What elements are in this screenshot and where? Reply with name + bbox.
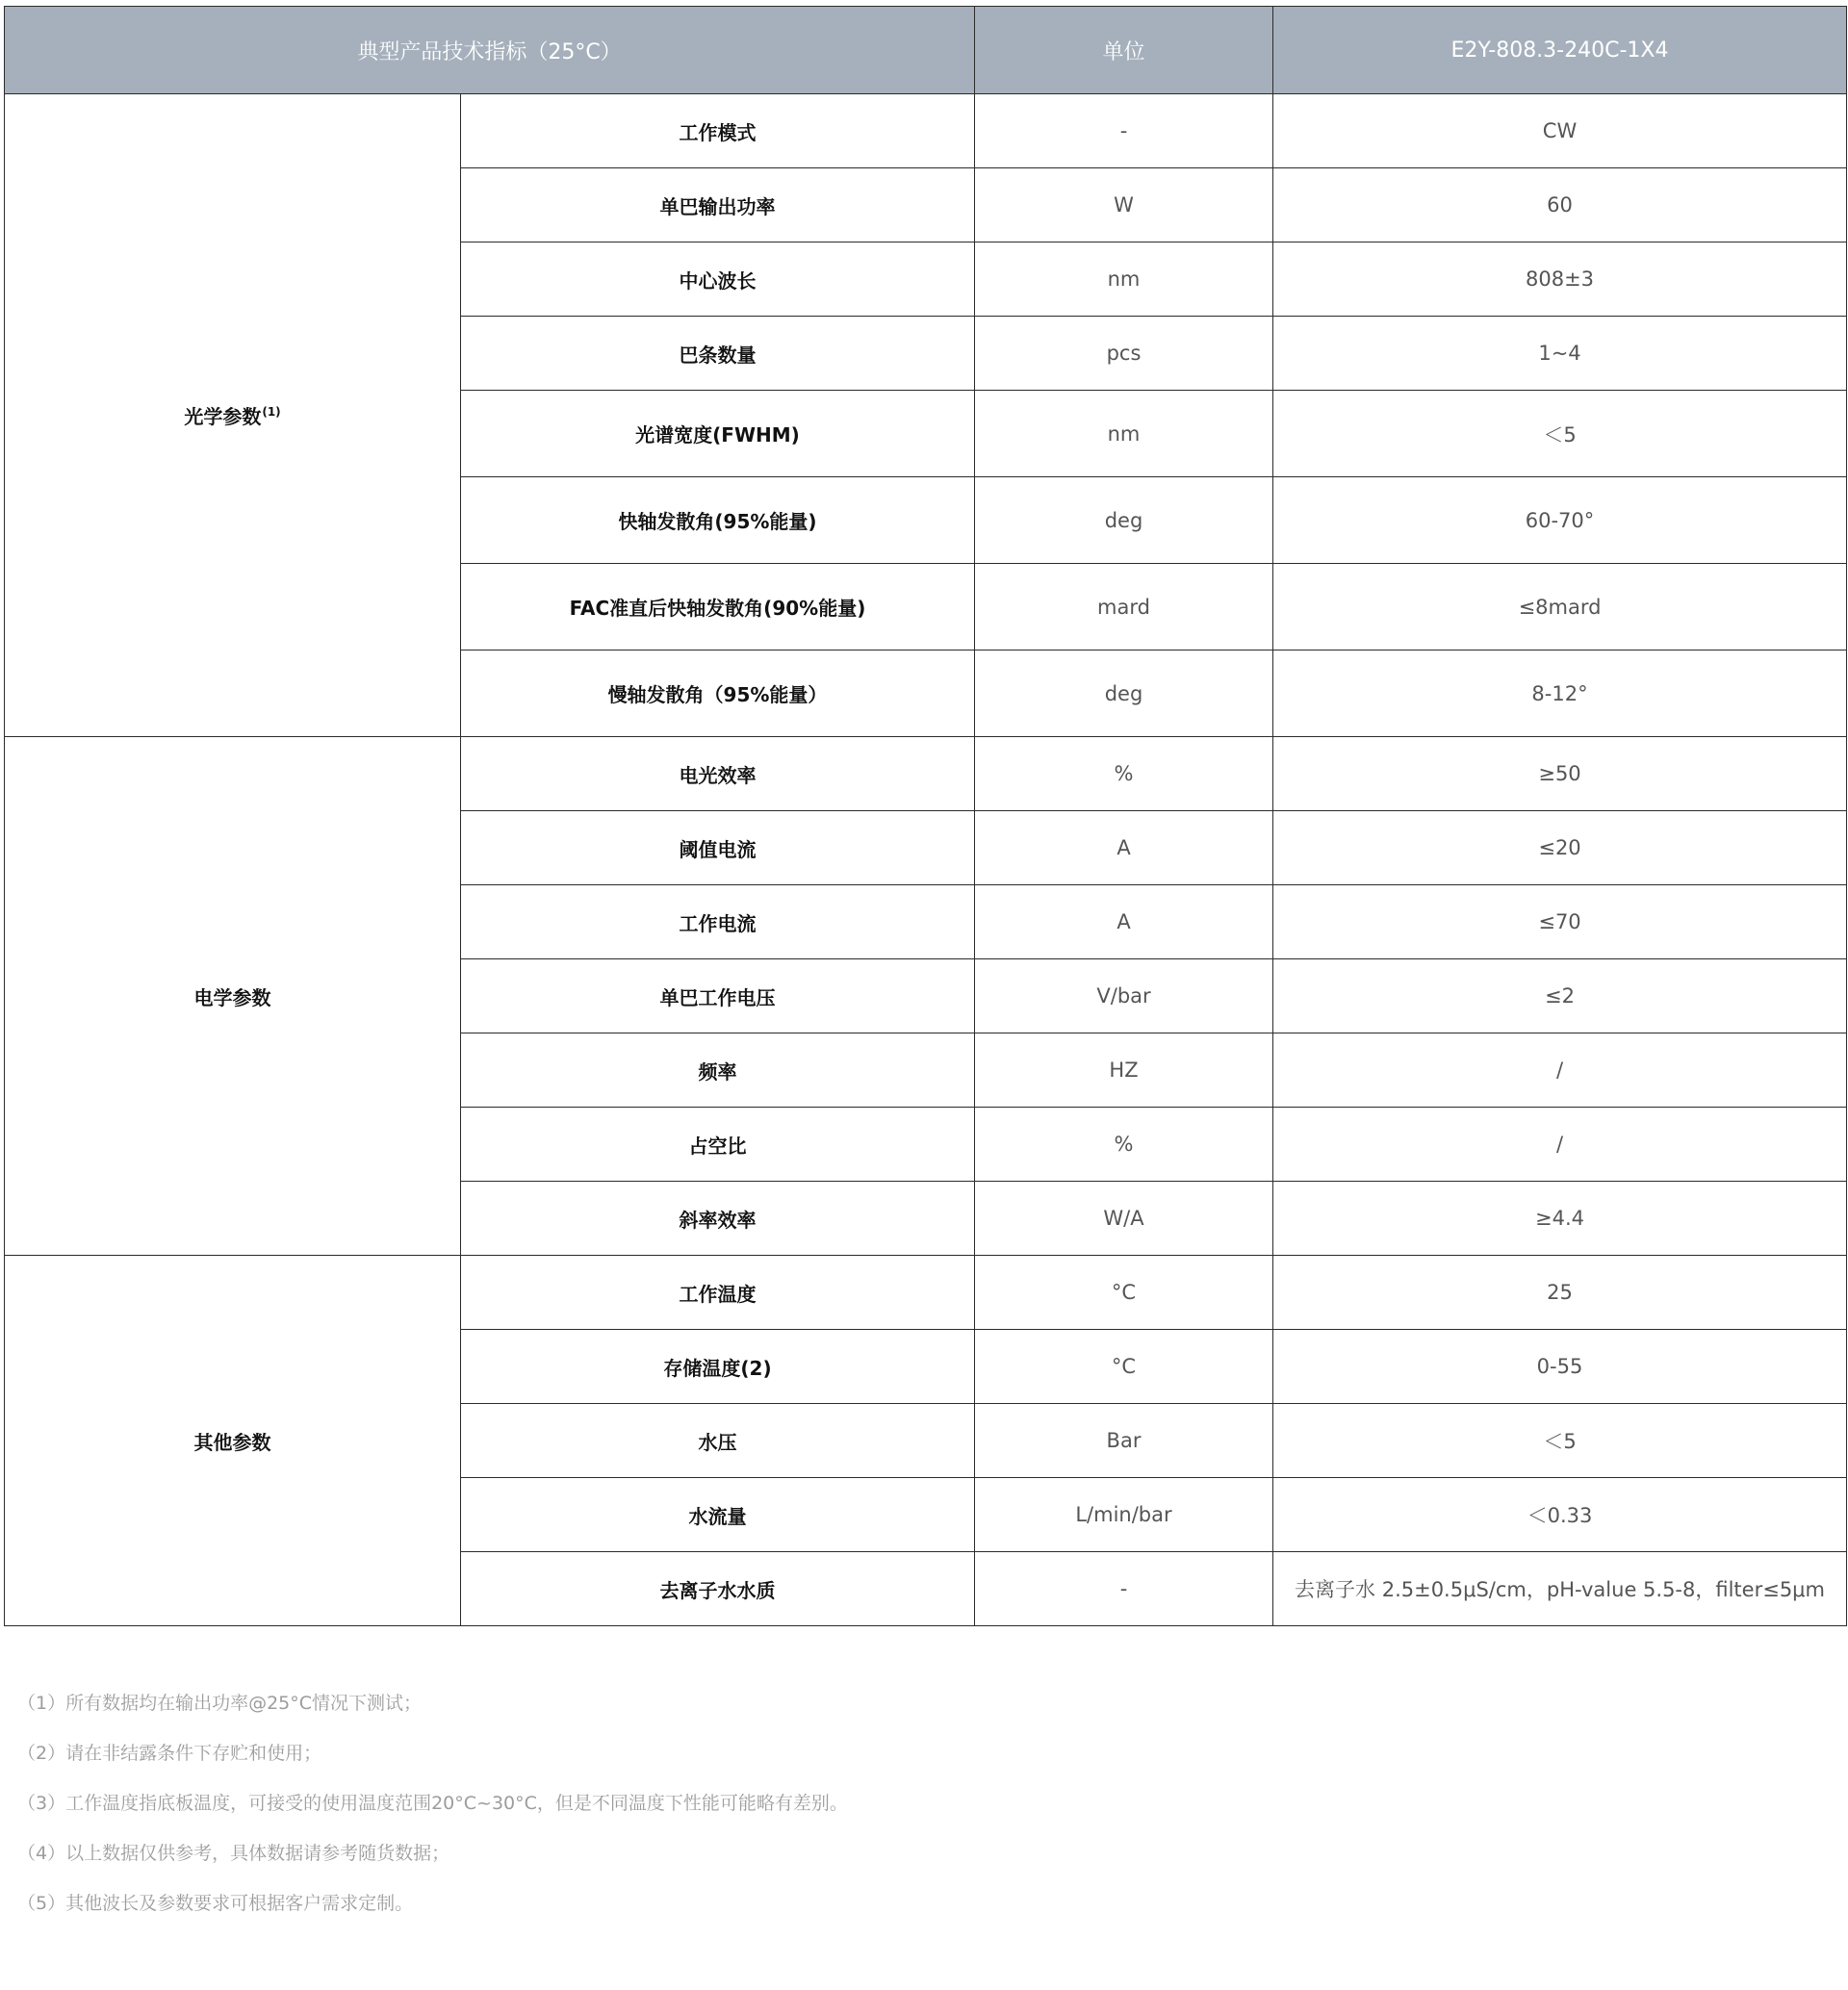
param-value: 0-55 [1273,1330,1847,1404]
footnotes [17,1678,1827,1928]
param-value: ≥4.4 [1273,1182,1847,1256]
param-unit: nm [975,391,1273,477]
param-name: 快轴发散角(95%能量) [461,477,975,564]
param-name: 阈值电流 [461,811,975,885]
param-name: 巴条数量 [461,317,975,391]
param-unit: A [975,885,1273,959]
footnote: （5）其他波长及参数要求可根据客户需求定制。 [17,1893,414,1914]
param-value: ≤20 [1273,811,1847,885]
param-unit: Bar [975,1404,1273,1478]
param-name: 中心波长 [461,242,975,317]
group-footnote-ref: (1) [262,405,281,420]
param-unit: % [975,1108,1273,1182]
group-label: 电学参数 [193,985,271,1009]
table-header [5,7,1847,94]
param-value: CW [1273,94,1847,168]
footnote: （4）以上数据仅供参考，具体数据请参考随货数据； [17,1843,450,1864]
param-unit: mard [975,564,1273,651]
group-label: 其他参数 [193,1430,271,1454]
param-value: ＜0.33 [1273,1478,1847,1552]
param-unit: pcs [975,317,1273,391]
param-value: ≤70 [1273,885,1847,959]
group-label: 光学参数 [184,405,262,428]
param-unit: W [975,168,1273,242]
footnote: （1）所有数据均在输出功率@25°C情况下测试； [17,1693,423,1714]
param-name: 存储温度(2) [461,1330,975,1404]
param-value: 60 [1273,168,1847,242]
param-unit: deg [975,477,1273,564]
param-value: / [1273,1033,1847,1108]
param-unit: W/A [975,1182,1273,1256]
param-value: ≤8mard [1273,564,1847,651]
table-row [5,94,1847,168]
param-name: 斜率效率 [461,1182,975,1256]
param-name: 慢轴发散角（95%能量） [461,651,975,737]
param-unit: - [975,1552,1273,1626]
param-unit: °C [975,1330,1273,1404]
param-name: 光谱宽度(FWHM) [461,391,975,477]
table-row [5,1256,1847,1330]
param-unit: deg [975,651,1273,737]
param-name: 工作温度 [461,1256,975,1330]
param-name: 占空比 [461,1108,975,1182]
param-name: 单巴输出功率 [461,168,975,242]
param-name: 水流量 [461,1478,975,1552]
param-value: 60-70° [1273,477,1847,564]
param-value: 1~4 [1273,317,1847,391]
header-model: E2Y-808.3-240C-1X4 [1273,7,1847,94]
header-row [5,7,1847,94]
param-value: ≥50 [1273,737,1847,811]
group-optical [5,94,461,737]
param-name: 工作电流 [461,885,975,959]
param-name: 工作模式 [461,94,975,168]
spec-table [4,6,1847,1626]
group-other [5,1256,461,1626]
param-value: 808±3 [1273,242,1847,317]
footnote: （3）工作温度指底板温度，可接受的使用温度范围20°C~30°C，但是不同温度下性能可能略有差别。 [17,1793,848,1814]
param-value: 去离子水 2.5±0.5μS/cm，pH-value 5.5-8，filter≤5μm [1273,1552,1847,1626]
param-unit: L/min/bar [975,1478,1273,1552]
param-value: 8-12° [1273,651,1847,737]
footnote: （2）请在非结露条件下存贮和使用； [17,1743,322,1764]
param-name: 单巴工作电压 [461,959,975,1033]
header-unit: 单位 [975,7,1273,94]
param-unit: V/bar [975,959,1273,1033]
param-unit: % [975,737,1273,811]
param-name: 水压 [461,1404,975,1478]
param-value: ＜5 [1273,1404,1847,1478]
table-row [5,737,1847,811]
param-name: FAC准直后快轴发散角(90%能量) [461,564,975,651]
param-unit: - [975,94,1273,168]
param-unit: A [975,811,1273,885]
table-body [5,94,1847,1626]
param-value: ≤2 [1273,959,1847,1033]
param-name: 去离子水水质 [461,1552,975,1626]
param-value: ＜5 [1273,391,1847,477]
param-value: / [1273,1108,1847,1182]
group-electrical [5,737,461,1256]
param-name: 频率 [461,1033,975,1108]
header-spec-name: 典型产品技术指标（25°C） [5,7,975,94]
param-unit: HZ [975,1033,1273,1108]
param-unit: nm [975,242,1273,317]
param-value: 25 [1273,1256,1847,1330]
param-unit: °C [975,1256,1273,1330]
param-name: 电光效率 [461,737,975,811]
